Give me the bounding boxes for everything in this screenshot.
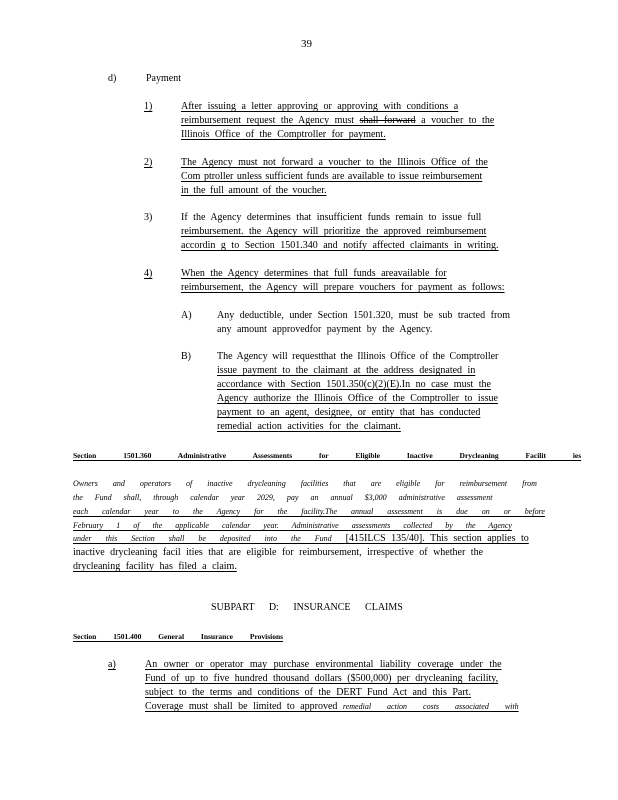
item-b-line-1: The Agency will requestthat the Illinois Office of the Comptroller [217,351,499,362]
sec400-a-label: a) [108,659,116,670]
sec400-line-4b: remedial action costs associated with [342,702,519,711]
sec360-line-5b: [415ILCS 135/40]. This section applies to [345,533,529,544]
item-3-line-3: accordin g to Section 1501.340 and notify affected claimants in writing. [181,240,499,251]
item-b-line-4: Agency authorize the Illinois Office of the Comptroller to issue [217,393,498,404]
item-1-line-2c: a voucher to the [415,115,495,126]
item-1-line-2 [181,115,494,127]
sec360-line-1: Owners and operators of inactive drycleaning facilities that are eligible for reimbursement from [73,479,537,488]
item-2-line-2: Com ptroller unless sufficient funds are available to issue reimbursement [181,171,483,182]
sec360-line-4: February 1 of the applicable calendar year. Administrative assessments collected by the Agency [73,521,512,530]
sec360-line-6: inactive drycleaning facil ities that are eligible for reimbursement, irrespective of whether the [73,547,484,558]
item-b-line-2: issue payment to the claimant at the address designated in [217,365,476,376]
item-2-line-1: The Agency must not forward a voucher to the Illinois Office of the [181,157,488,168]
item-1-struck-text: shall forward [359,115,416,126]
item-1-line-1: After issuing a letter approving or approving with conditions a [181,101,459,112]
section-1501-360-heading: Section 1501.360 Administrative Assessments for Eligible Inactive Drycleaning Facilit ies [73,451,582,460]
item-b-line-5: payment to an agent, designee, or entity that has conducted [217,407,481,418]
subpart-d-heading: SUBPART D: INSURANCE CLAIMS [211,602,403,613]
item-3-label: 3) [144,212,153,223]
item-1-line-3: Illinois Office of the Comptroller for payment. [181,129,386,140]
item-a-line-2: any amount approvedfor payment by the Agency. [217,324,433,335]
item-3-line-2: reimbursement. the Agency will prioritize the approved reimbursement [181,226,487,237]
item-1-label: 1) [144,101,153,112]
sec360-line-3: each calendar year to the Agency for the facility.The annual assessment is due on or before [73,507,545,516]
sec400-line-1: An owner or operator may purchase environmental liability coverage under the [145,659,502,670]
page-number: 39 [301,38,312,50]
item-4-line-1: When the Agency determines that full funds areavailable for [181,268,447,279]
sec360-line-2: the Fund shall, through calendar year 2029, pay an annual $3,000 administrative assessment [73,493,493,502]
item-3-line-1: If the Agency determines that insufficient funds remain to issue full [181,212,482,223]
item-2-label: 2) [144,157,153,168]
sec360-line-7: drycleaning facility has filed a claim. [73,561,237,572]
item-b-label: B) [181,351,191,362]
item-4-label: 4) [144,268,153,279]
sec360-line-5a: under this Section shall be deposited into the Fund [73,534,346,543]
sec400-line-3: subject to the terms and conditions of the DERT Fund Act and this Part. [145,687,471,698]
item-2-line-3: in the full amount of the voucher. [181,185,327,196]
item-1-line-2a: reimbursement request the Agency must [181,115,360,126]
sec400-line-4 [145,701,519,713]
item-a-label: A) [181,310,192,321]
section-1501-400-heading: Section 1501.400 General Insurance Provisions [73,632,284,641]
item-a-line-1: Any deductible, under Section 1501.320, must be sub tracted from [217,310,511,321]
sec400-line-4a: Coverage must shall be limited to approved [145,701,343,712]
section-d-title: Payment [146,73,181,84]
item-b-line-3: accordance with Section 1501.350(c)(2)(E).In no case must the [217,379,491,390]
item-b-line-6: remedial action activities for the claimant. [217,421,401,432]
sec360-line-5 [73,533,529,545]
item-4-line-2: reimbursement, the Agency will prepare vouchers for payment as follows: [181,282,505,293]
section-d-label: d) [108,73,117,84]
sec400-line-2: Fund of up to five hundred thousand dollars ($500,000) per drycleaning facility, [145,673,499,684]
